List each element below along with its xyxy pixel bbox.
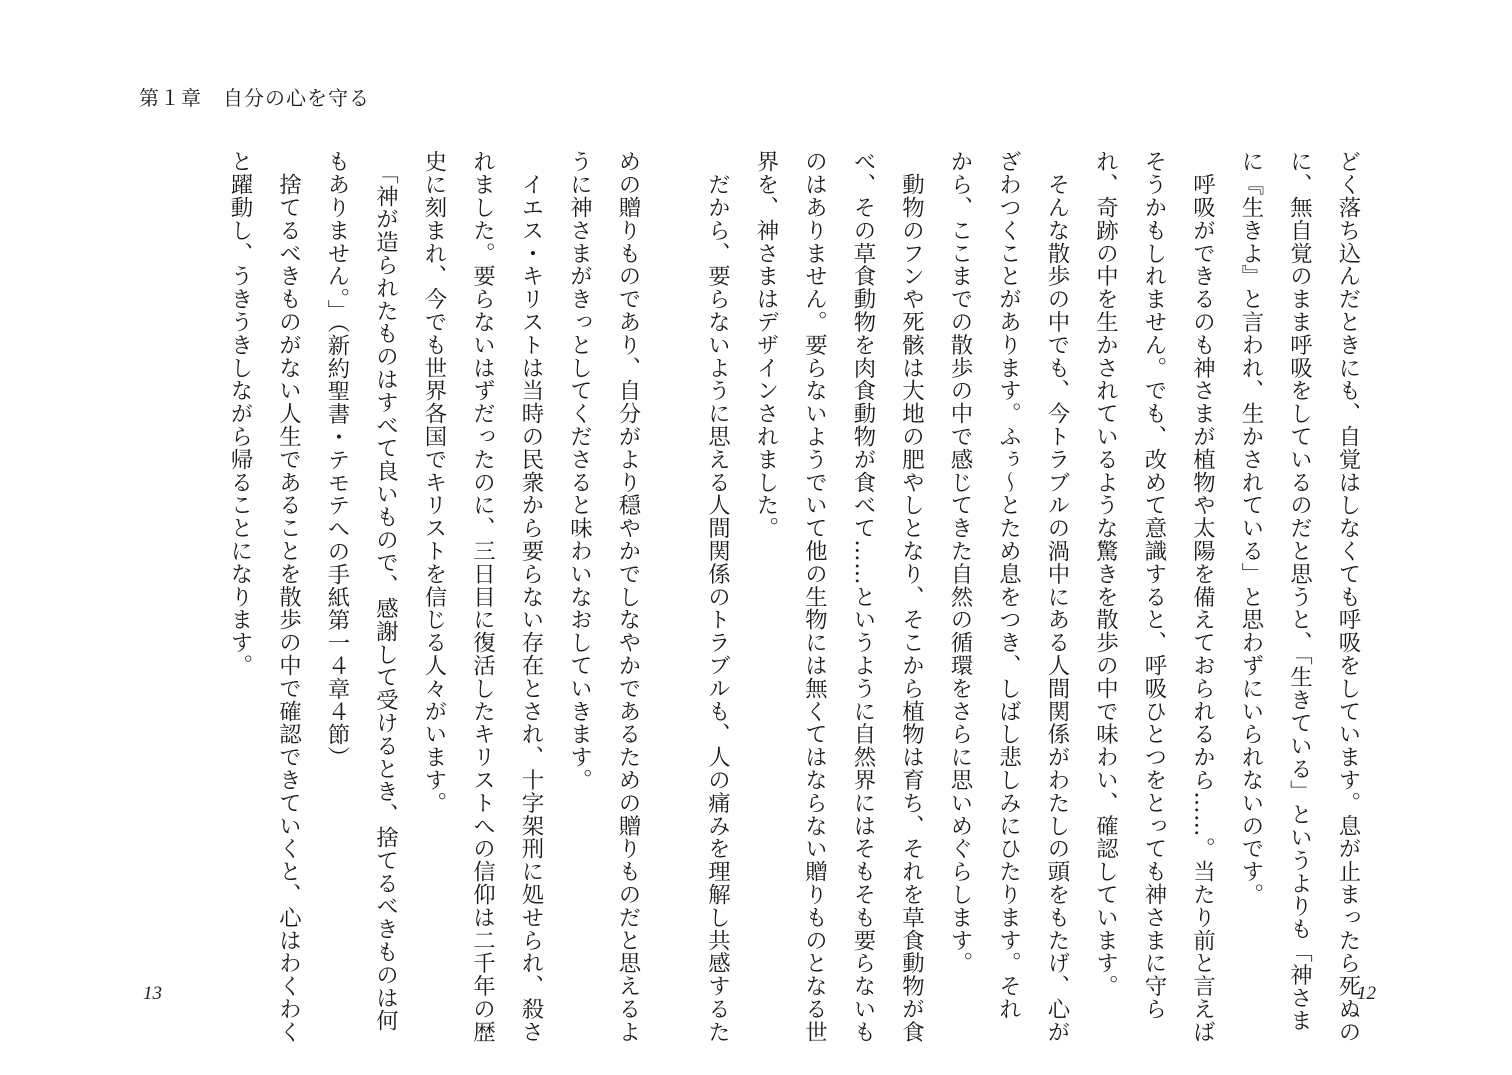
body-line: めの贈りものであり、自分がより穏やかでしなやかであるための贈りものだと思えるよ — [615, 150, 641, 1044]
body-line: イエス・キリストは当時の民衆から要らない存在とされ、十字架刑に処せられ、殺さ — [518, 150, 544, 1044]
body-line: 捨てるべきものがない人生であることを散歩の中で確認できていくと、心はわくわく — [275, 150, 302, 1044]
body-line: と躍動し、うきうきしながら帰ることになります。 — [227, 150, 253, 677]
body-line: そんな散歩の中でも、今トラブルの渦中にある人間関係がわたしの頭をもたげ、心が — [1044, 150, 1070, 1044]
body-line: 「神が造られたものはすべて良いもので、感謝して受けるとき、捨てるべきものは何 — [372, 150, 399, 1032]
body-line: そうかもしれません。でも、改めて意識すると、呼吸ひとつをとっても神さまに守ら — [1141, 150, 1167, 1021]
body-line: どく落ち込んだときにも、自覚はしなくても呼吸をしています。息が止まったら死ぬの — [1335, 150, 1361, 1044]
page-number-12: 12 — [1357, 983, 1376, 1004]
page-number-13: 13 — [143, 983, 162, 1004]
chapter-header: 第１章 自分の心を守る — [139, 86, 370, 110]
body-line: れ、奇跡の中を生かされているような驚きを散歩の中で味わい、確認しています。 — [1092, 150, 1119, 998]
body-line: に『生きよ』と言われ、生かされている」と思わずにいられないのです。 — [1238, 150, 1264, 906]
body-line: べ、その草食動物を肉食動物が食べて……というように自然界にはそもそも要らないも — [850, 150, 876, 1044]
body-line: 呼吸ができるのも神さまが植物や太陽を備えておられるから……。当たり前と言えば — [1189, 150, 1216, 1044]
body-line: 史に刻まれ、今でも世界各国でキリストを信じる人々がいます。 — [421, 150, 447, 815]
body-line: に、無自覚のまま呼吸をしているのだと思うと、「生きている」というよりも「神さま — [1286, 150, 1313, 1032]
body-line: のはありません。要らないようでいて他の生物には無くてはならない贈りものとなる世 — [801, 150, 828, 1044]
body-line: だから、要らないように思える人間関係のトラブルも、人の痛みを理解し共感するた — [704, 150, 731, 1044]
body-line: うに神さまがきっとしてくださると味わいなおしていきます。 — [566, 150, 593, 792]
body-line: 動物のフンや死骸は大地の肥やしとなり、そこから植物は育ち、それを草食動物が食 — [898, 150, 925, 1044]
body-line: もありません。」（新約聖書・テモテへの手紙第一４章４節） — [324, 150, 350, 769]
page-13-body — [227, 150, 652, 1044]
body-line: ざわつくことがあります。ふぅ〜とため息をつき、しばし悲しみにひたります。それ — [995, 150, 1022, 1021]
body-line: れました。要らないはずだったのに、三日目に復活したキリストへの信仰は二千年の歴 — [469, 150, 496, 1044]
body-line: 界を、神さまはデザインされました。 — [753, 150, 779, 540]
body-line: から、ここまでの散歩の中で感じてきた自然の循環をさらに思いめぐらします。 — [947, 150, 973, 975]
